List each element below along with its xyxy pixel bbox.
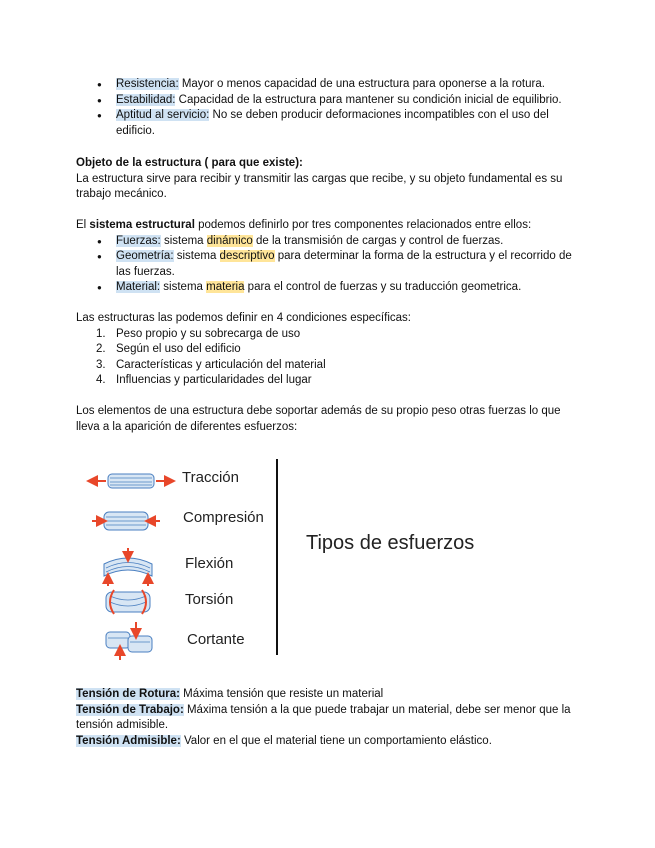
text: sistema (160, 281, 207, 293)
item-text: Capacidad de la estructura para mantener su condición inicial de equilibrio. (175, 93, 562, 106)
item-text: Influencias y particularidades del lugar (116, 374, 312, 386)
properties-list (76, 77, 582, 139)
label-torsion: Torsión (185, 591, 234, 608)
paragraph: Los elementos de una estructura debe soportar además de su propio peso otras fuerzas lo que lleva a la aparición de diferentes esfuerzos: (76, 405, 561, 433)
list-item (76, 327, 582, 343)
definition-text: Valor en el que el material tiene un comportamiento elástico. (180, 734, 492, 747)
term: Resistencia: (116, 78, 179, 90)
list-item (76, 108, 582, 139)
torsion-icon (106, 590, 150, 614)
highlight: materia (206, 281, 245, 293)
paragraph: Las estructuras las podemos definir en 4 condiciones específicas: (76, 312, 411, 324)
text: para determinar la forma de la estructura y el recorrido de las fuerzas. (116, 250, 572, 278)
text: de la transmisión de cargas y control de fuerzas. (252, 234, 504, 247)
sistema-section (76, 218, 582, 296)
label-cortante: Cortante (187, 631, 245, 648)
list-item (76, 249, 582, 280)
definition-text: Máxima tensión a la que puede trabajar un material, debe ser menor que la tensión admisible. (76, 703, 571, 731)
compression-icon (92, 512, 160, 530)
list-item (76, 77, 582, 93)
text: El (76, 219, 90, 231)
label-compresion: Compresión (183, 509, 264, 526)
list-item (76, 373, 582, 389)
section-heading: Objeto de la estructura ( para que existe): (76, 157, 303, 169)
text: podemos definirlo por tres componentes relacionados entre ellos: (194, 219, 532, 231)
text: sistema (173, 250, 220, 262)
term: Geometría: (116, 250, 174, 262)
list-item (76, 93, 582, 109)
definition (76, 703, 582, 734)
list-item (76, 280, 582, 296)
term: Tensión de Trabajo: (76, 703, 184, 716)
number: 3. (96, 358, 106, 371)
list-item (76, 234, 582, 250)
bold-term: sistema estructural (89, 219, 195, 231)
definition-text: Máxima tensión que resiste un material (179, 688, 384, 700)
stress-icons (84, 456, 184, 664)
divider-line (276, 459, 278, 655)
text: sistema (160, 234, 207, 247)
figure-title: Tipos de esfuerzos (306, 532, 475, 554)
highlight: descriptivo (219, 250, 275, 262)
term: Aptitud al servicio: (116, 109, 210, 121)
definition (76, 687, 582, 703)
list-item (76, 358, 582, 374)
term: Material: (116, 281, 161, 293)
traction-icon (92, 474, 170, 488)
condiciones-section (76, 311, 582, 389)
tensiones-section (76, 687, 582, 749)
item-text: Peso propio y su sobrecarga de uso (116, 327, 301, 340)
definition (76, 734, 582, 750)
text: para el control de fuerzas y su traducción geometrica. (244, 281, 522, 293)
shear-icon (106, 622, 152, 660)
bending-icon (104, 548, 152, 586)
item-text: No se deben producir deformaciones incompatibles con el uso del edificio. (116, 109, 549, 137)
paragraph (76, 218, 582, 234)
term: Tensión Admisible: (76, 734, 181, 747)
term: Estabilidad: (116, 93, 176, 106)
number: 1. (96, 327, 106, 340)
item-text: Mayor o menos capacidad de una estructura para oponerse a la rotura. (178, 78, 545, 90)
paragraph: La estructura sirve para recibir y transmitir las cargas que recibe, y su objeto fundamental es su trabajo mecánico. (76, 172, 563, 200)
highlight: dinámico (206, 234, 253, 247)
term: Fuerzas: (116, 234, 161, 247)
objeto-section (76, 156, 582, 203)
number: 4. (96, 374, 106, 386)
item-text: Según el uso del edificio (116, 343, 241, 355)
item-text: Características y articulación del material (116, 358, 326, 371)
list-item (76, 342, 582, 358)
term: Tensión de Rotura: (76, 688, 180, 700)
label-flexion: Flexión (185, 555, 234, 572)
number: 2. (96, 343, 106, 355)
label-traccion: Tracción (182, 469, 239, 486)
